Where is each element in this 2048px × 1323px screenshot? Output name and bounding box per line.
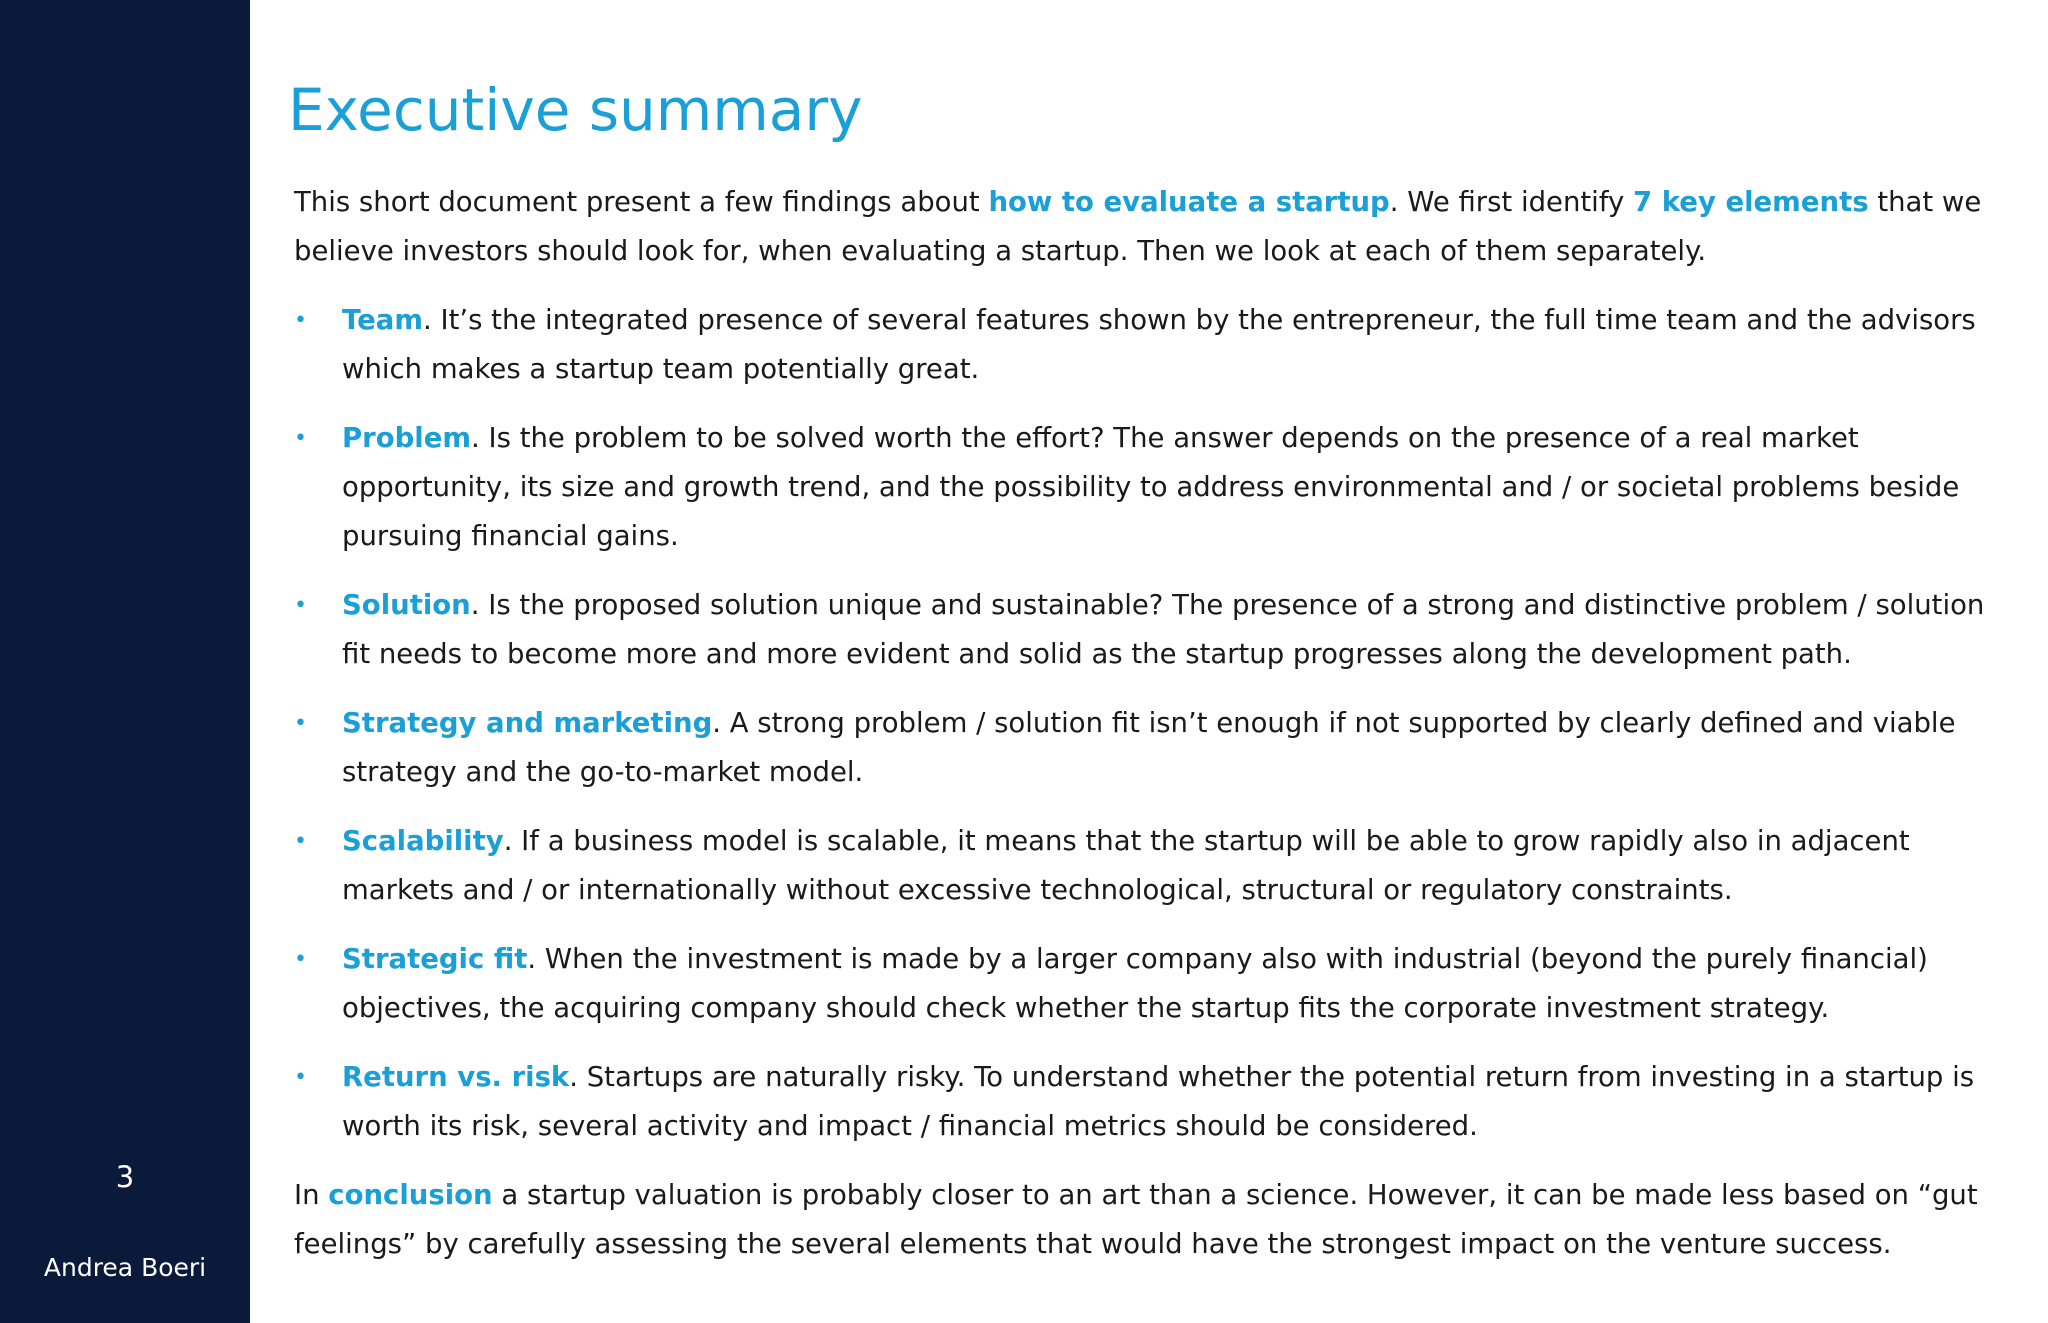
intro-highlight-evaluate: how to evaluate a startup — [988, 186, 1390, 218]
intro-paragraph — [294, 178, 1988, 276]
intro-highlight-key-elements: 7 key elements — [1633, 186, 1869, 218]
item-text: . Is the proposed solution unique and sustainable? The presence of a strong and distinctive problem / solution fit needs to become more and more evident and solid as the startup progresses along the development path. — [342, 589, 1985, 670]
list-item-scalability — [288, 817, 1988, 915]
conclusion-highlight: conclusion — [328, 1179, 493, 1211]
sidebar — [0, 0, 250, 1323]
bullet-icon: • — [294, 593, 307, 618]
page-number: 3 — [115, 1160, 135, 1194]
item-text: . When the investment is made by a larger company also with industrial (beyond the purely financial) objectives, the acquiring company should check whether the startup fits the corporate investment strategy. — [342, 943, 1928, 1024]
main-content — [288, 72, 1988, 1289]
item-text: . Is the problem to be solved worth the effort? The answer depends on the presence of a real market opportunity, its size and growth trend, and the possibility to address environmental and / or societal problems beside pursuing financial gains. — [342, 422, 1960, 552]
list-item-team — [288, 296, 1988, 394]
item-term: Team — [342, 304, 423, 336]
item-text: . A strong problem / solution fit isn’t enough if not supported by clearly defined and viable strategy and the go-to-market model. — [342, 707, 1956, 788]
list-item-strategic-fit — [288, 935, 1988, 1033]
author-name: Andrea Boeri — [43, 1253, 207, 1282]
item-term: Return vs. risk — [342, 1061, 570, 1093]
key-elements-list — [288, 296, 1988, 1151]
bullet-icon: • — [294, 711, 307, 736]
bullet-icon: • — [294, 426, 307, 451]
list-item-solution — [288, 581, 1988, 679]
intro-text: This short document present a few findings about — [294, 186, 989, 218]
conclusion-text: In — [294, 1179, 329, 1211]
item-text: . It’s the integrated presence of several features shown by the entrepreneur, the full time team and the advisors which makes a startup team potentially great. — [342, 304, 1976, 385]
bullet-icon: • — [294, 308, 307, 333]
conclusion-paragraph — [294, 1171, 1988, 1269]
intro-text: . We first identify — [1389, 186, 1634, 218]
conclusion-text: a startup valuation is probably closer to an art than a science. However, it can be made less based on “gut feelings” by carefully assessing the several elements that would have the strongest impact on the venture success. — [294, 1179, 1978, 1260]
item-text: . Startups are naturally risky. To understand whether the potential return from investing in a startup is worth its risk, several activity and impact / financial metrics should be considered. — [342, 1061, 1975, 1142]
bullet-icon: • — [294, 1065, 307, 1090]
list-item-problem — [288, 414, 1988, 561]
item-term: Strategic fit — [342, 943, 528, 975]
bullet-icon: • — [294, 829, 307, 854]
item-term: Problem — [342, 422, 472, 454]
item-term: Scalability — [342, 825, 504, 857]
item-text: . If a business model is scalable, it means that the startup will be able to grow rapidly also in adjacent markets and / or internationally without excessive technological, structural or regulatory constraints. — [342, 825, 1910, 906]
list-item-return-risk — [288, 1053, 1988, 1151]
list-item-strategy-marketing — [288, 699, 1988, 797]
intro-text: that we believe investors should look for, when evaluating a startup. Then we look at each of them separately. — [294, 186, 1982, 267]
item-term: Strategy and marketing — [342, 707, 713, 739]
page-title: Executive summary — [288, 76, 863, 144]
bullet-icon: • — [294, 947, 307, 972]
item-term: Solution — [342, 589, 471, 621]
